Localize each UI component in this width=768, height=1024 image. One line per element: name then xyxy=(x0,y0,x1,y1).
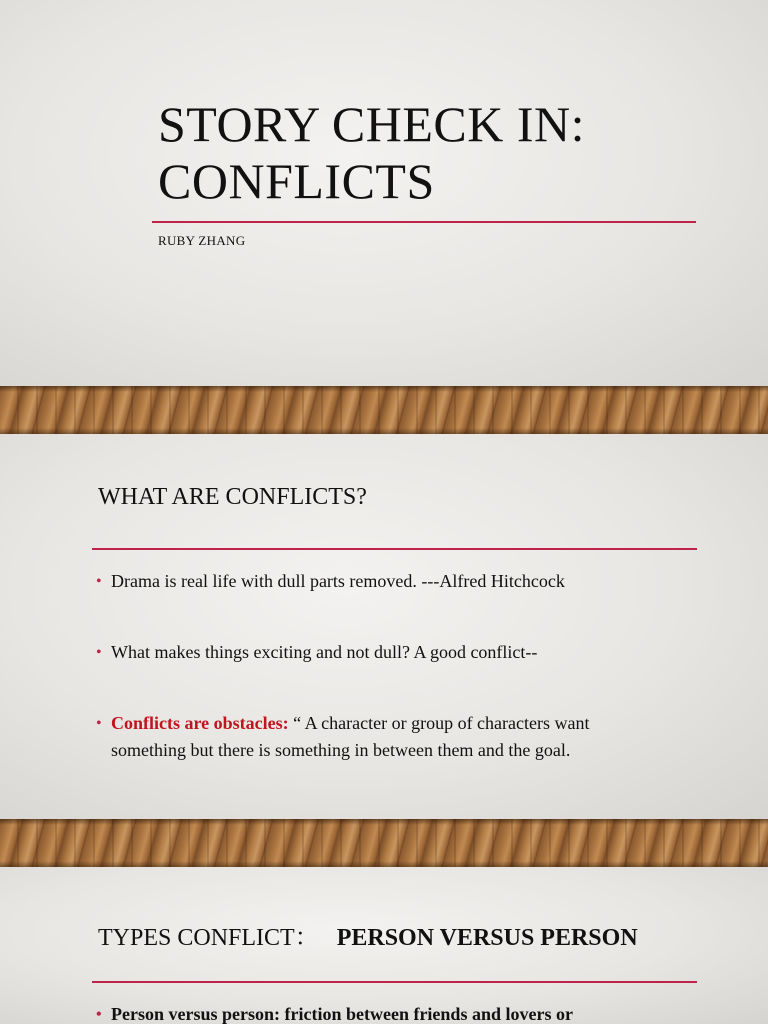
bullet-icon: • xyxy=(96,573,102,590)
slide-types-conflict xyxy=(0,867,768,1024)
bullet-list xyxy=(96,1001,716,1024)
bullet-item xyxy=(96,1001,716,1024)
slide-heading: WHAT ARE CONFLICTS? xyxy=(98,484,367,510)
bullet-text: What makes things exciting and not dull? A good conflict-- xyxy=(111,642,538,662)
wood-floor-divider xyxy=(0,819,768,867)
bullet-list xyxy=(96,568,656,764)
bullet-icon: • xyxy=(96,1006,102,1023)
author-name: RUBY ZHANG xyxy=(158,233,246,248)
heading-divider xyxy=(92,548,697,550)
bullet-icon: • xyxy=(96,644,102,661)
bullet-emphasis: Conflicts are obstacles: xyxy=(111,713,289,733)
title-line-1: STORY CHECK IN: xyxy=(158,96,586,152)
bullet-item xyxy=(96,710,656,764)
heading-label: TYPES CONFLICT： xyxy=(98,925,319,951)
slide-title xyxy=(0,0,768,386)
slide-heading xyxy=(98,917,638,952)
heading-divider xyxy=(92,981,697,983)
title-divider xyxy=(152,221,696,223)
bullet-item xyxy=(96,568,656,595)
bullet-text: Person versus person: friction between friends and lovers or xyxy=(111,1004,573,1024)
bullet-icon: • xyxy=(96,715,102,732)
heading-emphasis: PERSON VERSUS PERSON xyxy=(336,925,638,951)
bullet-item xyxy=(96,639,656,666)
wood-floor-divider xyxy=(0,386,768,434)
bullet-text: “ A character or group of characters want something but there is something in between them and the goal. xyxy=(111,713,590,760)
presentation-title xyxy=(158,96,718,210)
title-line-2: CONFLICTS xyxy=(158,153,435,209)
bullet-text: Drama is real life with dull parts removed. ---Alfred Hitchcock xyxy=(111,571,565,591)
slide-what-are-conflicts xyxy=(0,434,768,819)
